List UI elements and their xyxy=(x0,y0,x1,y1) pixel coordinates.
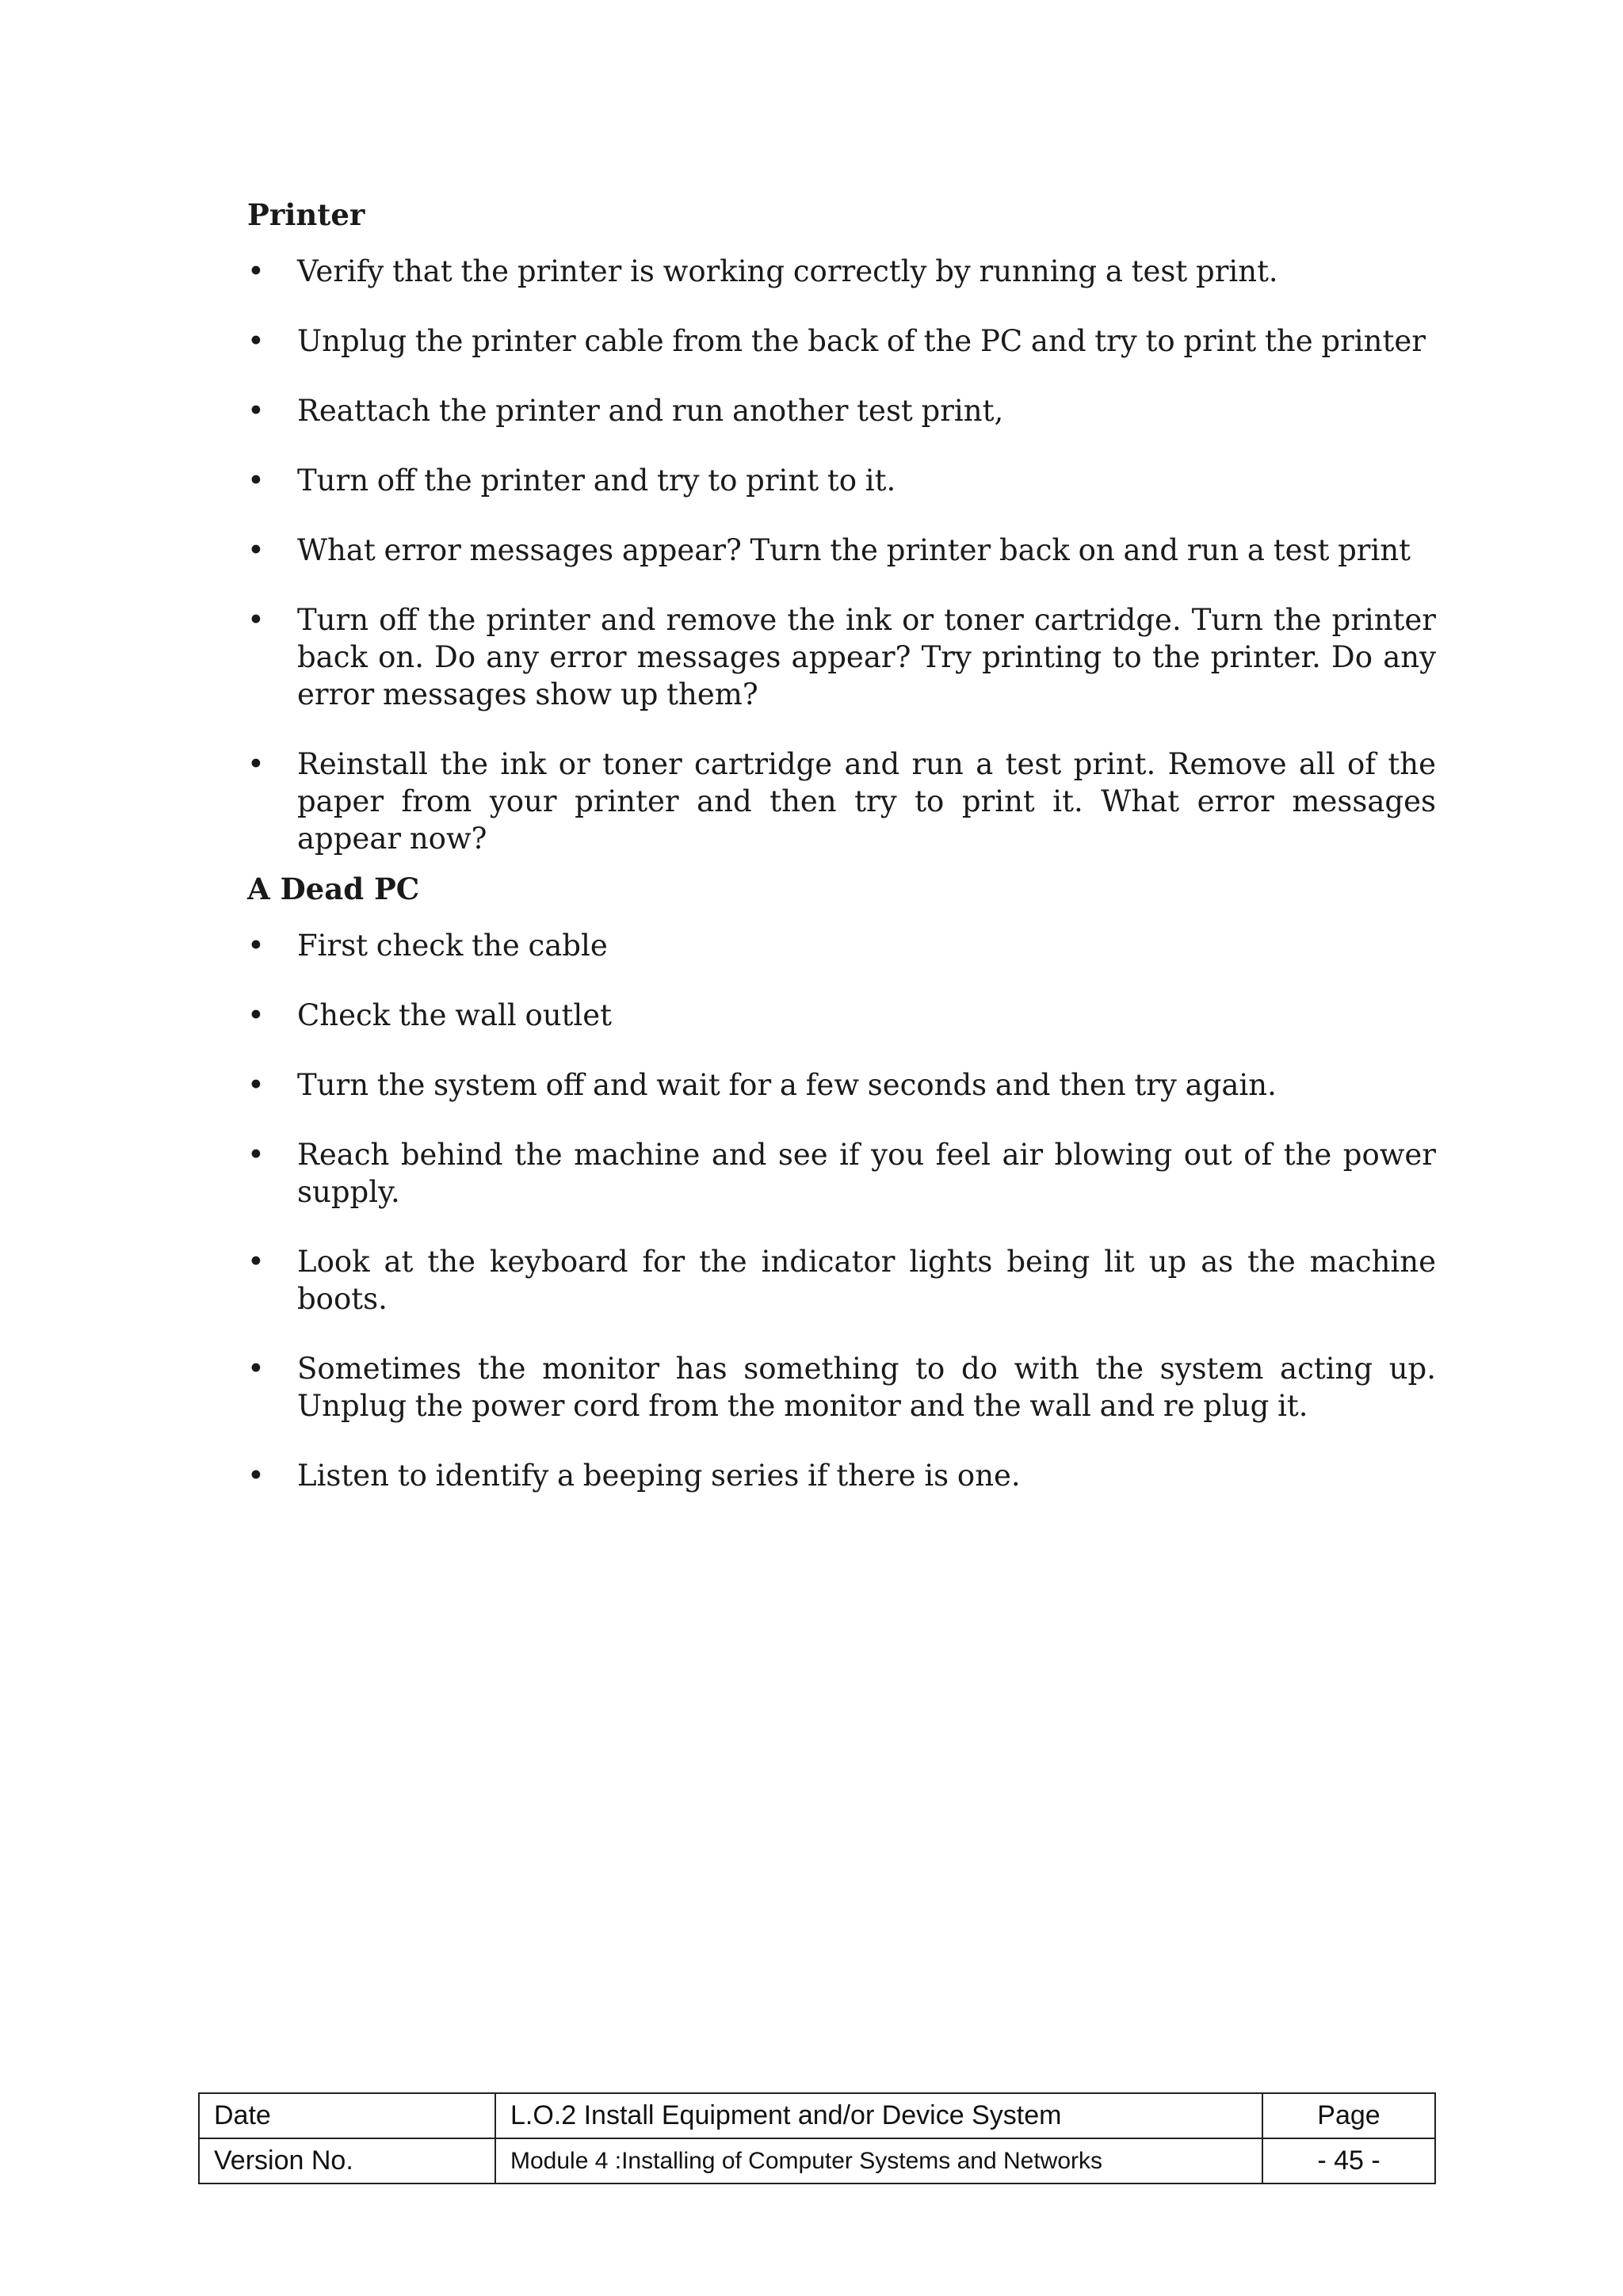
list-item-text: Turn the system off and wait for a few seconds and then try again. xyxy=(297,1068,1277,1102)
bullet-icon: • xyxy=(247,324,265,358)
bullet-icon: • xyxy=(247,998,265,1032)
footer-module: Module 4 :Installing of Computer Systems and Networks xyxy=(495,2138,1262,2183)
bullet-icon: • xyxy=(247,747,265,781)
bullet-icon: • xyxy=(247,394,265,428)
bullet-icon: • xyxy=(247,603,265,637)
section-heading-dead-pc: A Dead PC xyxy=(247,871,420,906)
list-item xyxy=(247,746,1436,857)
list-item xyxy=(247,601,1436,713)
list-item-text: Reach behind the machine and see if you feel air blowing out of the power supply. xyxy=(297,1138,1436,1209)
bullet-icon: • xyxy=(247,1459,265,1493)
list-item-text: Reattach the printer and run another test print, xyxy=(297,394,1004,428)
list-item-text: Verify that the printer is working correctly by running a test print. xyxy=(297,254,1278,288)
list-item-text: First check the cable xyxy=(297,929,608,963)
list-item-text: Look at the keyboard for the indicator lights being lit up as the machine boots. xyxy=(297,1245,1436,1316)
bullet-icon: • xyxy=(247,533,265,567)
bullet-icon: • xyxy=(247,1068,265,1102)
list-item xyxy=(247,322,1436,360)
list-item xyxy=(247,392,1436,429)
printer-checklist xyxy=(247,253,1436,857)
list-item xyxy=(247,1457,1436,1494)
list-item-text: Unplug the printer cable from the back of the PC and try to print the printer xyxy=(297,324,1426,358)
bullet-icon: • xyxy=(247,463,265,498)
list-item xyxy=(247,462,1436,499)
bullet-icon: • xyxy=(247,1352,265,1386)
list-item xyxy=(247,1136,1436,1211)
section-dead-pc xyxy=(247,868,1436,1494)
footer-date-label: Date xyxy=(199,2093,495,2138)
dead-pc-checklist xyxy=(247,927,1436,1494)
footer-page-number: - 45 - xyxy=(1262,2138,1435,2183)
list-item-text: Reinstall the ink or toner cartridge and run a test print. Remove all of the paper from your printer and then try to print it. What error messages appear now? xyxy=(297,747,1436,856)
document-body xyxy=(247,194,1436,1527)
bullet-icon: • xyxy=(247,929,265,963)
list-item xyxy=(247,1066,1436,1104)
bullet-icon: • xyxy=(247,1138,265,1172)
list-item xyxy=(247,532,1436,569)
bullet-icon: • xyxy=(247,254,265,288)
list-item xyxy=(247,997,1436,1034)
footer-version-label: Version No. xyxy=(199,2138,495,2183)
list-item-text: Check the wall outlet xyxy=(297,998,613,1032)
list-item xyxy=(247,253,1436,290)
list-item xyxy=(247,927,1436,964)
footer-page-label: Page xyxy=(1262,2093,1435,2138)
list-item-text: Listen to identify a beeping series if there is one. xyxy=(297,1459,1021,1493)
list-item-text: What error messages appear? Turn the printer back on and run a test print xyxy=(297,533,1411,567)
footer-row-top xyxy=(199,2093,1435,2138)
list-item-text: Turn off the printer and try to print to it. xyxy=(297,463,896,498)
footer-title: L.O.2 Install Equipment and/or Device System xyxy=(495,2093,1262,2138)
list-item xyxy=(247,1350,1436,1425)
list-item-text: Sometimes the monitor has something to do with the system acting up. Unplug the power cord from the monitor and the wall and re plug it. xyxy=(297,1352,1436,1423)
list-item xyxy=(247,1243,1436,1318)
section-heading-printer: Printer xyxy=(247,197,365,232)
bullet-icon: • xyxy=(247,1245,265,1279)
section-printer xyxy=(247,194,1436,857)
list-item-text: Turn off the printer and remove the ink or toner cartridge. Turn the printer back on. Do any error messages appear? Try printing to the printer. Do any error messages show up them? xyxy=(297,603,1436,711)
footer-row-bottom xyxy=(199,2138,1435,2183)
footer-table xyxy=(198,2092,1436,2184)
